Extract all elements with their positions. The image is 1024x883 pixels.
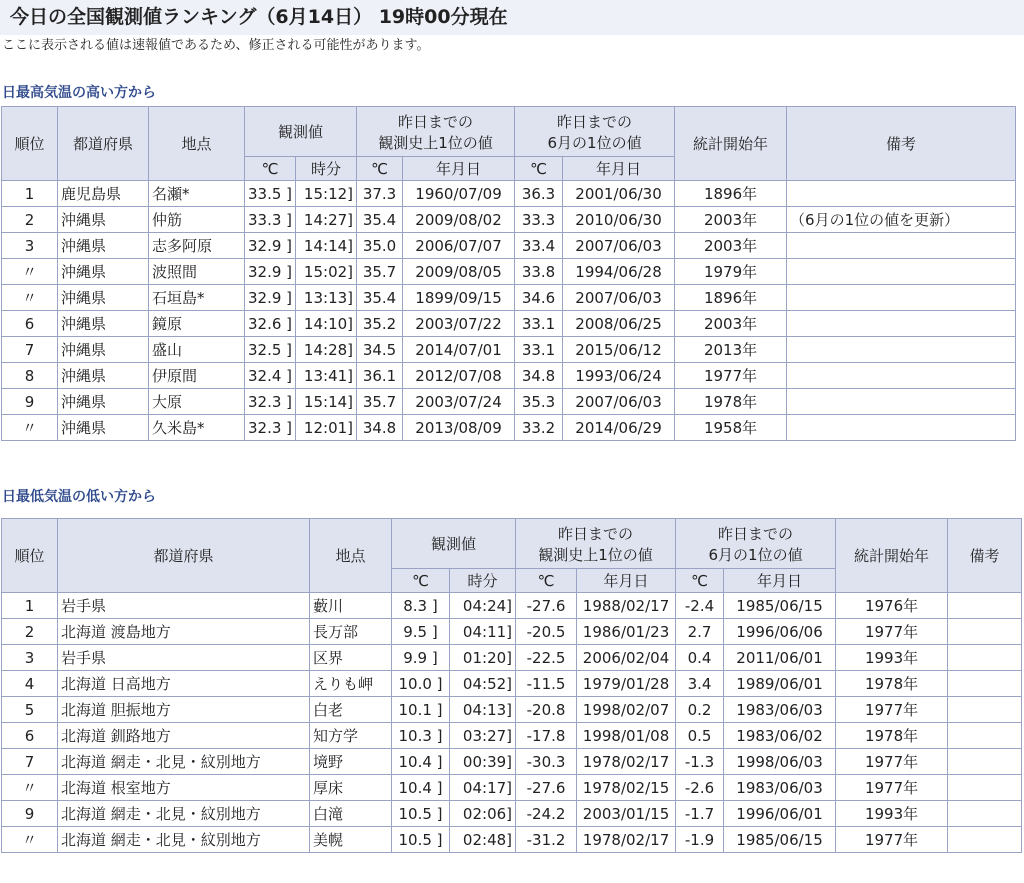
header-rank: 順位 <box>2 519 58 593</box>
table-row <box>2 311 1016 337</box>
page-title: 今日の全国観測値ランキング（6月14日） 19時00分現在 <box>0 0 1024 35</box>
max-section-header-area <box>0 57 1024 106</box>
historical-value-cell: -24.2 <box>516 801 577 827</box>
start-year-cell: 1979年 <box>675 259 787 285</box>
prefecture-cell: 沖縄県 <box>58 285 149 311</box>
historical-value-cell: 35.7 <box>357 259 403 285</box>
month-date-cell: 1983/06/03 <box>724 775 836 801</box>
observed-value-cell: 10.1 ] <box>392 697 450 723</box>
header-remarks: 備考 <box>787 107 1016 181</box>
table-row <box>2 181 1016 207</box>
month-value-cell: 33.4 <box>515 233 563 259</box>
remarks-cell <box>787 337 1016 363</box>
prefecture-cell: 鹿児島県 <box>58 181 149 207</box>
observed-time-cell: 14:28] <box>296 337 357 363</box>
start-year-cell: 1978年 <box>836 723 948 749</box>
historical-date-cell: 1986/01/23 <box>577 619 676 645</box>
station-cell: 大原 <box>149 389 245 415</box>
rank-cell: 4 <box>2 671 58 697</box>
table-row <box>2 285 1016 311</box>
historical-value-cell: 35.4 <box>357 207 403 233</box>
station-cell: 厚床 <box>310 775 392 801</box>
month-value-cell: -2.4 <box>676 593 724 619</box>
station-cell: 長万部 <box>310 619 392 645</box>
header-start-year: 統計開始年 <box>675 107 787 181</box>
observed-value-cell: 32.4 ] <box>245 363 296 389</box>
month-date-cell: 1993/06/24 <box>563 363 675 389</box>
observed-value-cell: 9.9 ] <box>392 645 450 671</box>
observed-value-cell: 9.5 ] <box>392 619 450 645</box>
rank-cell: 〃 <box>2 775 58 801</box>
table-row <box>2 775 1022 801</box>
prefecture-cell: 沖縄県 <box>58 207 149 233</box>
historical-value-cell: -22.5 <box>516 645 577 671</box>
observed-time-cell: 04:17] <box>450 775 516 801</box>
observed-value-cell: 32.5 ] <box>245 337 296 363</box>
min-section-title: 日最低気温の低い方から <box>2 489 156 505</box>
table-row <box>2 233 1016 259</box>
min-section-header-area <box>0 441 1024 518</box>
historical-date-cell: 2013/08/09 <box>403 415 515 441</box>
historical-value-cell: 37.3 <box>357 181 403 207</box>
historical-value-cell: 35.2 <box>357 311 403 337</box>
month-value-cell: -1.9 <box>676 827 724 853</box>
rank-cell: 1 <box>2 181 58 207</box>
remarks-cell <box>787 233 1016 259</box>
start-year-cell: 1977年 <box>836 619 948 645</box>
station-cell: 藪川 <box>310 593 392 619</box>
observed-value-cell: 10.4 ] <box>392 775 450 801</box>
month-date-cell: 2001/06/30 <box>563 181 675 207</box>
header-historical-line1: 昨日までの <box>398 112 474 131</box>
remarks-cell <box>948 723 1022 749</box>
month-value-cell: 33.8 <box>515 259 563 285</box>
historical-date-cell: 2003/01/15 <box>577 801 676 827</box>
historical-date-cell: 2009/08/02 <box>403 207 515 233</box>
remarks-cell <box>787 259 1016 285</box>
historical-date-cell: 2012/07/08 <box>403 363 515 389</box>
historical-date-cell: 2006/02/04 <box>577 645 676 671</box>
min-temp-table <box>1 518 1022 853</box>
observed-value-cell: 8.3 ] <box>392 593 450 619</box>
header-month-line1: 昨日までの <box>718 524 794 543</box>
historical-value-cell: 34.8 <box>357 415 403 441</box>
start-year-cell: 1993年 <box>836 801 948 827</box>
start-year-cell: 1896年 <box>675 181 787 207</box>
observed-value-cell: 33.5 ] <box>245 181 296 207</box>
month-value-cell: 0.2 <box>676 697 724 723</box>
header-month-record <box>515 107 675 157</box>
month-date-cell: 2007/06/03 <box>563 389 675 415</box>
historical-value-cell: 35.0 <box>357 233 403 259</box>
start-year-cell: 1977年 <box>836 827 948 853</box>
rank-cell: 6 <box>2 723 58 749</box>
month-value-cell: 0.5 <box>676 723 724 749</box>
subheader-degree: ℃ <box>357 157 403 181</box>
start-year-cell: 2003年 <box>675 311 787 337</box>
observed-value-cell: 33.3 ] <box>245 207 296 233</box>
observed-value-cell: 32.3 ] <box>245 415 296 441</box>
disclaimer-note: ここに表示される値は速報値であるため、修正される可能性があります。 <box>2 38 430 53</box>
month-value-cell: 34.8 <box>515 363 563 389</box>
remarks-cell <box>948 801 1022 827</box>
prefecture-cell: 北海道 日高地方 <box>58 671 310 697</box>
table-row <box>2 801 1022 827</box>
observed-time-cell: 14:10] <box>296 311 357 337</box>
start-year-cell: 1977年 <box>836 775 948 801</box>
month-date-cell: 1983/06/02 <box>724 723 836 749</box>
prefecture-cell: 北海道 網走・北見・紋別地方 <box>58 749 310 775</box>
rank-cell: 2 <box>2 207 58 233</box>
prefecture-cell: 沖縄県 <box>58 259 149 285</box>
table-row <box>2 415 1016 441</box>
subheader-degree: ℃ <box>392 569 450 593</box>
max-temp-table <box>1 106 1016 441</box>
historical-value-cell: -30.3 <box>516 749 577 775</box>
month-date-cell: 1996/06/01 <box>724 801 836 827</box>
prefecture-cell: 沖縄県 <box>58 311 149 337</box>
observed-value-cell: 32.6 ] <box>245 311 296 337</box>
table-row <box>2 645 1022 671</box>
remarks-cell <box>948 645 1022 671</box>
rank-cell: 3 <box>2 233 58 259</box>
observed-time-cell: 04:52] <box>450 671 516 697</box>
subheader-degree: ℃ <box>515 157 563 181</box>
station-cell: 名瀬* <box>149 181 245 207</box>
table-row <box>2 619 1022 645</box>
station-cell: 鏡原 <box>149 311 245 337</box>
observed-value-cell: 10.5 ] <box>392 801 450 827</box>
remarks-cell <box>948 775 1022 801</box>
max-section-title: 日最高気温の高い方から <box>2 85 156 101</box>
subheader-degree: ℃ <box>516 569 577 593</box>
month-date-cell: 2008/06/25 <box>563 311 675 337</box>
month-value-cell: 2.7 <box>676 619 724 645</box>
station-cell: 美幌 <box>310 827 392 853</box>
historical-date-cell: 1960/07/09 <box>403 181 515 207</box>
subheader-time: 時分 <box>450 569 516 593</box>
month-value-cell: -1.3 <box>676 749 724 775</box>
table-row <box>2 363 1016 389</box>
header-start-year: 統計開始年 <box>836 519 948 593</box>
month-value-cell: 33.1 <box>515 337 563 363</box>
station-cell: 盛山 <box>149 337 245 363</box>
observed-time-cell: 04:13] <box>450 697 516 723</box>
observed-time-cell: 15:12] <box>296 181 357 207</box>
start-year-cell: 2003年 <box>675 233 787 259</box>
station-cell: 区界 <box>310 645 392 671</box>
subheader-date: 年月日 <box>403 157 515 181</box>
prefecture-cell: 沖縄県 <box>58 389 149 415</box>
observed-time-cell: 14:27] <box>296 207 357 233</box>
prefecture-cell: 岩手県 <box>58 645 310 671</box>
historical-value-cell: -31.2 <box>516 827 577 853</box>
month-value-cell: 36.3 <box>515 181 563 207</box>
station-cell: 境野 <box>310 749 392 775</box>
month-date-cell: 1985/06/15 <box>724 827 836 853</box>
header-month-record <box>676 519 836 569</box>
observed-time-cell: 04:24] <box>450 593 516 619</box>
station-cell: 白滝 <box>310 801 392 827</box>
observed-time-cell: 15:02] <box>296 259 357 285</box>
prefecture-cell: 沖縄県 <box>58 415 149 441</box>
prefecture-cell: 北海道 渡島地方 <box>58 619 310 645</box>
header-month-line2: 6月の1位の値 <box>547 133 642 152</box>
header-month-line1: 昨日までの <box>557 112 633 131</box>
header-historical-record <box>516 519 676 569</box>
rank-cell: 9 <box>2 801 58 827</box>
observed-time-cell: 13:13] <box>296 285 357 311</box>
start-year-cell: 1977年 <box>675 363 787 389</box>
start-year-cell: 1977年 <box>836 697 948 723</box>
historical-value-cell: 34.5 <box>357 337 403 363</box>
month-value-cell: -2.6 <box>676 775 724 801</box>
rank-cell: 7 <box>2 337 58 363</box>
month-date-cell: 1985/06/15 <box>724 593 836 619</box>
table-row <box>2 697 1022 723</box>
table-row <box>2 749 1022 775</box>
header-historical-record <box>357 107 515 157</box>
subheader-date: 年月日 <box>563 157 675 181</box>
observed-time-cell: 14:14] <box>296 233 357 259</box>
station-cell: 知方学 <box>310 723 392 749</box>
prefecture-cell: 北海道 網走・北見・紋別地方 <box>58 827 310 853</box>
table-row <box>2 593 1022 619</box>
observed-time-cell: 15:14] <box>296 389 357 415</box>
historical-value-cell: -27.6 <box>516 593 577 619</box>
start-year-cell: 2003年 <box>675 207 787 233</box>
historical-date-cell: 1998/02/07 <box>577 697 676 723</box>
observed-time-cell: 01:20] <box>450 645 516 671</box>
prefecture-cell: 沖縄県 <box>58 337 149 363</box>
subheader-degree: ℃ <box>245 157 296 181</box>
station-cell: 志多阿原 <box>149 233 245 259</box>
start-year-cell: 1978年 <box>675 389 787 415</box>
table-row <box>2 723 1022 749</box>
rank-cell: 2 <box>2 619 58 645</box>
start-year-cell: 1958年 <box>675 415 787 441</box>
month-date-cell: 2007/06/03 <box>563 285 675 311</box>
rank-cell: 8 <box>2 363 58 389</box>
historical-date-cell: 1988/02/17 <box>577 593 676 619</box>
start-year-cell: 1978年 <box>836 671 948 697</box>
observed-time-cell: 02:48] <box>450 827 516 853</box>
subheader-date: 年月日 <box>577 569 676 593</box>
start-year-cell: 1976年 <box>836 593 948 619</box>
header-prefecture: 都道府県 <box>58 107 149 181</box>
remarks-cell <box>948 827 1022 853</box>
table-row <box>2 389 1016 415</box>
header-rank: 順位 <box>2 107 58 181</box>
observed-time-cell: 04:11] <box>450 619 516 645</box>
observed-value-cell: 10.5 ] <box>392 827 450 853</box>
historical-date-cell: 1899/09/15 <box>403 285 515 311</box>
month-date-cell: 1998/06/03 <box>724 749 836 775</box>
observed-time-cell: 00:39] <box>450 749 516 775</box>
observed-time-cell: 12:01] <box>296 415 357 441</box>
remarks-cell <box>948 671 1022 697</box>
month-value-cell: 33.3 <box>515 207 563 233</box>
observed-value-cell: 10.4 ] <box>392 749 450 775</box>
historical-value-cell: -11.5 <box>516 671 577 697</box>
remarks-cell <box>787 311 1016 337</box>
station-cell: 仲筋 <box>149 207 245 233</box>
header-historical-line2: 観測史上1位の値 <box>378 133 493 152</box>
rank-cell: 〃 <box>2 285 58 311</box>
observed-time-cell: 03:27] <box>450 723 516 749</box>
prefecture-cell: 北海道 網走・北見・紋別地方 <box>58 801 310 827</box>
header-observed: 観測値 <box>392 519 516 569</box>
historical-date-cell: 1979/01/28 <box>577 671 676 697</box>
historical-date-cell: 2009/08/05 <box>403 259 515 285</box>
prefecture-cell: 沖縄県 <box>58 363 149 389</box>
observed-time-cell: 13:41] <box>296 363 357 389</box>
historical-date-cell: 1978/02/15 <box>577 775 676 801</box>
rank-cell: 9 <box>2 389 58 415</box>
historical-date-cell: 2006/07/07 <box>403 233 515 259</box>
historical-value-cell: -20.8 <box>516 697 577 723</box>
observed-value-cell: 32.9 ] <box>245 259 296 285</box>
header-station: 地点 <box>310 519 392 593</box>
observed-value-cell: 32.9 ] <box>245 285 296 311</box>
historical-date-cell: 1978/02/17 <box>577 749 676 775</box>
month-date-cell: 2015/06/12 <box>563 337 675 363</box>
header-historical-line1: 昨日までの <box>558 524 634 543</box>
rank-cell: 7 <box>2 749 58 775</box>
month-date-cell: 1994/06/28 <box>563 259 675 285</box>
subheader-date: 年月日 <box>724 569 836 593</box>
start-year-cell: 1993年 <box>836 645 948 671</box>
remarks-cell <box>787 285 1016 311</box>
historical-value-cell: -20.5 <box>516 619 577 645</box>
header-station: 地点 <box>149 107 245 181</box>
table-row <box>2 207 1016 233</box>
remarks-cell <box>948 749 1022 775</box>
historical-date-cell: 2003/07/24 <box>403 389 515 415</box>
observed-time-cell: 02:06] <box>450 801 516 827</box>
historical-date-cell: 1998/01/08 <box>577 723 676 749</box>
header-observed: 観測値 <box>245 107 357 157</box>
station-cell: 白老 <box>310 697 392 723</box>
historical-date-cell: 2003/07/22 <box>403 311 515 337</box>
prefecture-cell: 岩手県 <box>58 593 310 619</box>
rank-cell: 1 <box>2 593 58 619</box>
month-date-cell: 1989/06/01 <box>724 671 836 697</box>
header-historical-line2: 観測史上1位の値 <box>538 545 653 564</box>
table-row <box>2 337 1016 363</box>
prefecture-cell: 北海道 釧路地方 <box>58 723 310 749</box>
rank-cell: 〃 <box>2 259 58 285</box>
subheader-time: 時分 <box>296 157 357 181</box>
rank-cell: 〃 <box>2 827 58 853</box>
prefecture-cell: 北海道 根室地方 <box>58 775 310 801</box>
start-year-cell: 1896年 <box>675 285 787 311</box>
remarks-cell <box>787 389 1016 415</box>
prefecture-cell: 北海道 胆振地方 <box>58 697 310 723</box>
station-cell: 伊原間 <box>149 363 245 389</box>
month-value-cell: -1.7 <box>676 801 724 827</box>
month-value-cell: 34.6 <box>515 285 563 311</box>
observed-value-cell: 32.9 ] <box>245 233 296 259</box>
observed-value-cell: 32.3 ] <box>245 389 296 415</box>
historical-value-cell: -27.6 <box>516 775 577 801</box>
header-prefecture: 都道府県 <box>58 519 310 593</box>
observed-value-cell: 10.3 ] <box>392 723 450 749</box>
month-date-cell: 2007/06/03 <box>563 233 675 259</box>
historical-value-cell: 35.4 <box>357 285 403 311</box>
subheader-degree: ℃ <box>676 569 724 593</box>
table-row <box>2 827 1022 853</box>
table-row <box>2 259 1016 285</box>
month-value-cell: 33.2 <box>515 415 563 441</box>
month-date-cell: 2010/06/30 <box>563 207 675 233</box>
station-cell: 波照間 <box>149 259 245 285</box>
month-value-cell: 0.4 <box>676 645 724 671</box>
month-value-cell: 33.1 <box>515 311 563 337</box>
month-value-cell: 3.4 <box>676 671 724 697</box>
month-date-cell: 1996/06/06 <box>724 619 836 645</box>
start-year-cell: 2013年 <box>675 337 787 363</box>
historical-value-cell: 36.1 <box>357 363 403 389</box>
rank-cell: 〃 <box>2 415 58 441</box>
month-value-cell: 35.3 <box>515 389 563 415</box>
historical-date-cell: 1978/02/17 <box>577 827 676 853</box>
month-date-cell: 2011/06/01 <box>724 645 836 671</box>
remarks-cell <box>787 363 1016 389</box>
remarks-cell <box>948 697 1022 723</box>
remarks-cell: （6月の1位の値を更新） <box>787 207 1016 233</box>
station-cell: えりも岬 <box>310 671 392 697</box>
table-row <box>2 671 1022 697</box>
start-year-cell: 1977年 <box>836 749 948 775</box>
header-remarks: 備考 <box>948 519 1022 593</box>
rank-cell: 3 <box>2 645 58 671</box>
month-date-cell: 2014/06/29 <box>563 415 675 441</box>
month-date-cell: 1983/06/03 <box>724 697 836 723</box>
observed-value-cell: 10.0 ] <box>392 671 450 697</box>
remarks-cell <box>787 181 1016 207</box>
rank-cell: 5 <box>2 697 58 723</box>
remarks-cell <box>948 593 1022 619</box>
prefecture-cell: 沖縄県 <box>58 233 149 259</box>
historical-value-cell: -17.8 <box>516 723 577 749</box>
station-cell: 久米島* <box>149 415 245 441</box>
historical-date-cell: 2014/07/01 <box>403 337 515 363</box>
header-month-line2: 6月の1位の値 <box>708 545 803 564</box>
station-cell: 石垣島* <box>149 285 245 311</box>
rank-cell: 6 <box>2 311 58 337</box>
remarks-cell <box>948 619 1022 645</box>
historical-value-cell: 35.7 <box>357 389 403 415</box>
remarks-cell <box>787 415 1016 441</box>
